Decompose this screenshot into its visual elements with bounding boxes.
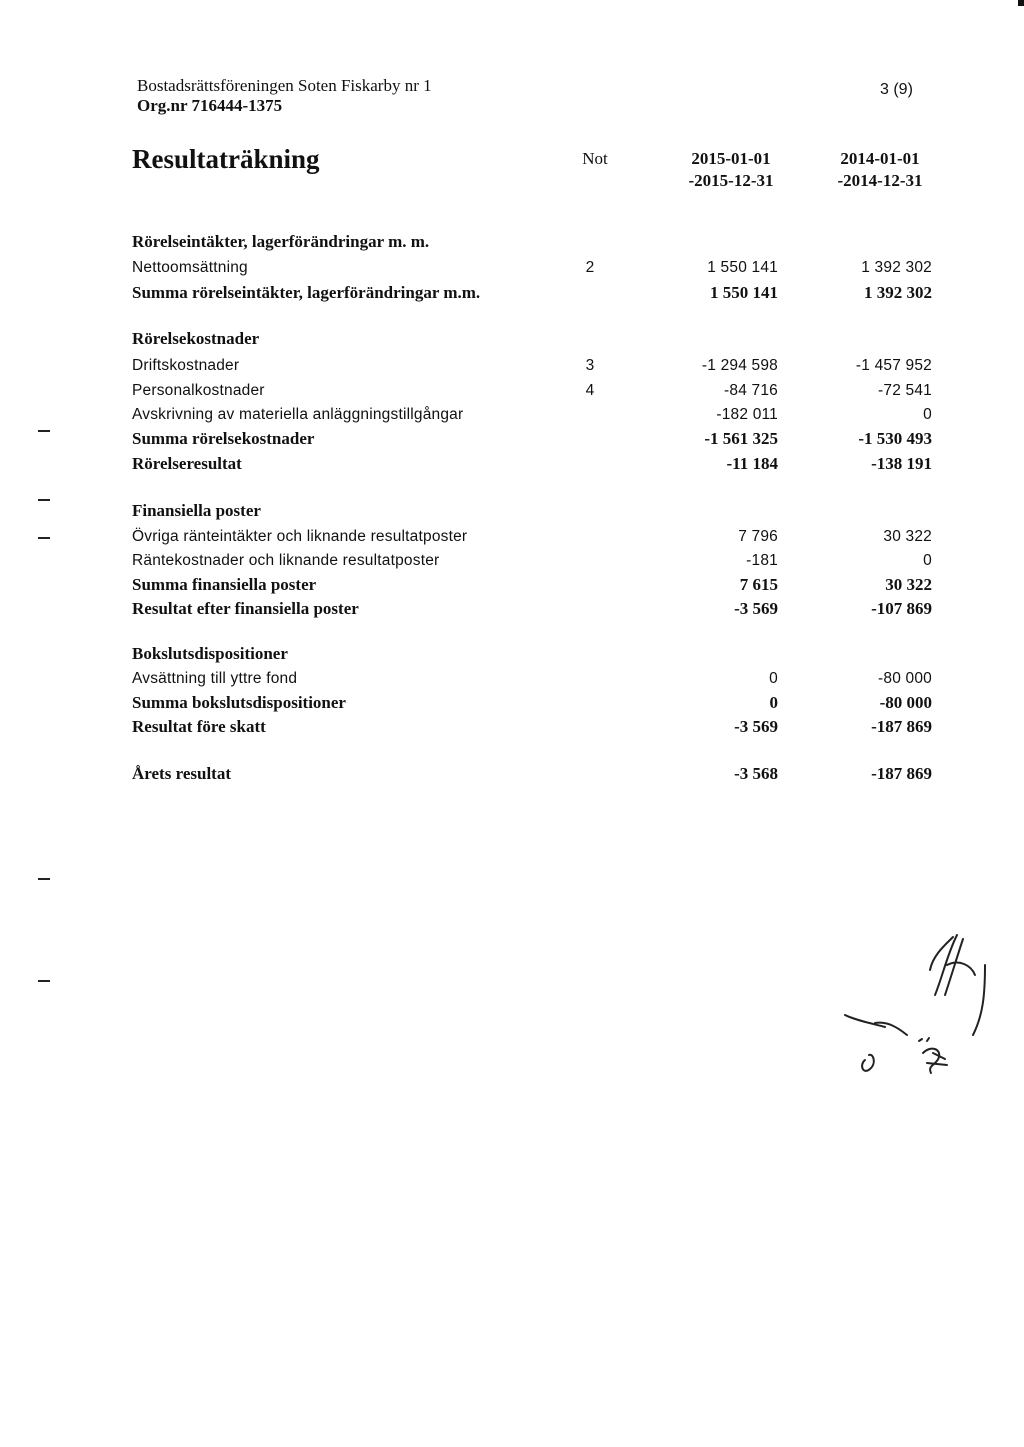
row-value-2014: 1 392 302 bbox=[861, 259, 932, 276]
row-value-2014: 0 bbox=[923, 406, 932, 423]
row-label: Övriga ränteintäkter och liknande resultatposter bbox=[132, 528, 468, 545]
table-row-sum bbox=[0, 574, 1024, 596]
row-value-2014: -107 869 bbox=[871, 599, 932, 618]
row-value-2014: -80 000 bbox=[878, 670, 932, 687]
table-row-result bbox=[0, 453, 1024, 475]
table-row-result bbox=[0, 716, 1024, 738]
row-value-2015: -84 716 bbox=[724, 382, 778, 399]
row-value-2014: 0 bbox=[923, 552, 932, 569]
row-value-2015: 1 550 141 bbox=[707, 259, 778, 276]
table-row-sum bbox=[0, 428, 1024, 450]
row-value-2015: 0 bbox=[769, 670, 778, 687]
margin-mark bbox=[38, 980, 50, 982]
row-value-2015: 7 796 bbox=[738, 528, 778, 545]
row-note: 2 bbox=[585, 259, 595, 276]
row-value-2015: -1 294 598 bbox=[701, 357, 778, 374]
organization-name: Bostadsrättsföreningen Soten Fiskarby nr 1 bbox=[137, 76, 432, 95]
scan-corner-mark bbox=[1018, 0, 1024, 6]
row-value-2015: -1 561 325 bbox=[704, 429, 778, 448]
period-2015-end: -2015-12-31 bbox=[688, 171, 774, 190]
row-value-2014: -187 869 bbox=[871, 717, 932, 736]
row-value-2014: -72 541 bbox=[878, 382, 932, 399]
row-label: Räntekostnader och liknande resultatposter bbox=[132, 552, 440, 569]
period-2015-header bbox=[666, 148, 796, 192]
row-value-2015: 1 550 141 bbox=[710, 283, 778, 302]
row-value-2015: -3 568 bbox=[734, 764, 778, 783]
period-2014-start: 2014-01-01 bbox=[840, 149, 920, 168]
row-label: Avsättning till yttre fond bbox=[132, 670, 298, 687]
margin-mark bbox=[38, 499, 50, 501]
row-label: Rörelsekostnader bbox=[132, 329, 260, 348]
table-row bbox=[0, 355, 1024, 377]
section-header-operating-costs bbox=[0, 328, 1024, 350]
table-row bbox=[0, 550, 1024, 572]
row-label: Nettoomsättning bbox=[132, 259, 248, 276]
section-header-operating-income bbox=[0, 231, 1024, 253]
row-note: 3 bbox=[585, 357, 595, 374]
section-header-appropriations bbox=[0, 643, 1024, 665]
row-value-2014: -1 530 493 bbox=[858, 429, 932, 448]
page-title: Resultaträkning bbox=[132, 144, 320, 174]
note-column-header: Not bbox=[582, 149, 608, 168]
row-value-2015: -11 184 bbox=[726, 454, 778, 473]
row-label: Rörelseintäkter, lagerförändringar m. m. bbox=[132, 232, 430, 251]
row-label: Rörelseresultat bbox=[132, 454, 242, 473]
row-label: Driftskostnader bbox=[132, 357, 240, 374]
page-number: 3 (9) bbox=[880, 81, 913, 98]
row-value-2015: -3 569 bbox=[734, 599, 778, 618]
period-2015-start: 2015-01-01 bbox=[691, 149, 771, 168]
section-header-financial bbox=[0, 500, 1024, 522]
row-label: Summa bokslutsdispositioner bbox=[132, 693, 346, 712]
row-label: Resultat före skatt bbox=[132, 717, 266, 736]
row-label: Summa finansiella poster bbox=[132, 575, 317, 594]
signature-initials bbox=[835, 925, 1005, 1075]
table-row-sum bbox=[0, 692, 1024, 714]
period-2014-header bbox=[815, 148, 945, 192]
row-value-2015: -181 bbox=[746, 552, 778, 569]
row-label: Summa rörelsekostnader bbox=[132, 429, 315, 448]
period-2014-end: -2014-12-31 bbox=[837, 171, 923, 190]
table-row bbox=[0, 380, 1024, 402]
margin-mark bbox=[38, 878, 50, 880]
table-row-result bbox=[0, 598, 1024, 620]
row-label: Bokslutsdispositioner bbox=[132, 644, 288, 663]
row-value-2015: -3 569 bbox=[734, 717, 778, 736]
table-row bbox=[0, 404, 1024, 426]
row-value-2014: 30 322 bbox=[885, 575, 932, 594]
row-value-2014: 30 322 bbox=[883, 528, 932, 545]
row-value-2015: -182 011 bbox=[716, 406, 778, 423]
row-label: Summa rörelseintäkter, lagerförändringar m.m. bbox=[132, 283, 481, 302]
row-value-2015: 0 bbox=[769, 693, 778, 712]
row-value-2014: -80 000 bbox=[879, 693, 932, 712]
table-row-sum bbox=[0, 282, 1024, 304]
row-label: Finansiella poster bbox=[132, 501, 261, 520]
row-value-2014: -138 191 bbox=[871, 454, 932, 473]
row-value-2014: -1 457 952 bbox=[855, 357, 932, 374]
table-row bbox=[0, 668, 1024, 690]
table-row-net-result bbox=[0, 763, 1024, 785]
row-note: 4 bbox=[585, 382, 595, 399]
table-row bbox=[0, 257, 1024, 279]
row-value-2015: 7 615 bbox=[739, 575, 778, 594]
row-label: Resultat efter finansiella poster bbox=[132, 599, 359, 618]
row-value-2014: 1 392 302 bbox=[864, 283, 932, 302]
row-label: Årets resultat bbox=[132, 764, 231, 783]
table-row bbox=[0, 526, 1024, 548]
margin-mark bbox=[38, 430, 50, 432]
row-label: Personalkostnader bbox=[132, 382, 265, 399]
row-value-2014: -187 869 bbox=[871, 764, 932, 783]
row-label: Avskrivning av materiella anläggningstillgångar bbox=[132, 406, 464, 423]
margin-mark bbox=[38, 537, 50, 539]
organization-number: Org.nr 716444-1375 bbox=[137, 96, 283, 115]
